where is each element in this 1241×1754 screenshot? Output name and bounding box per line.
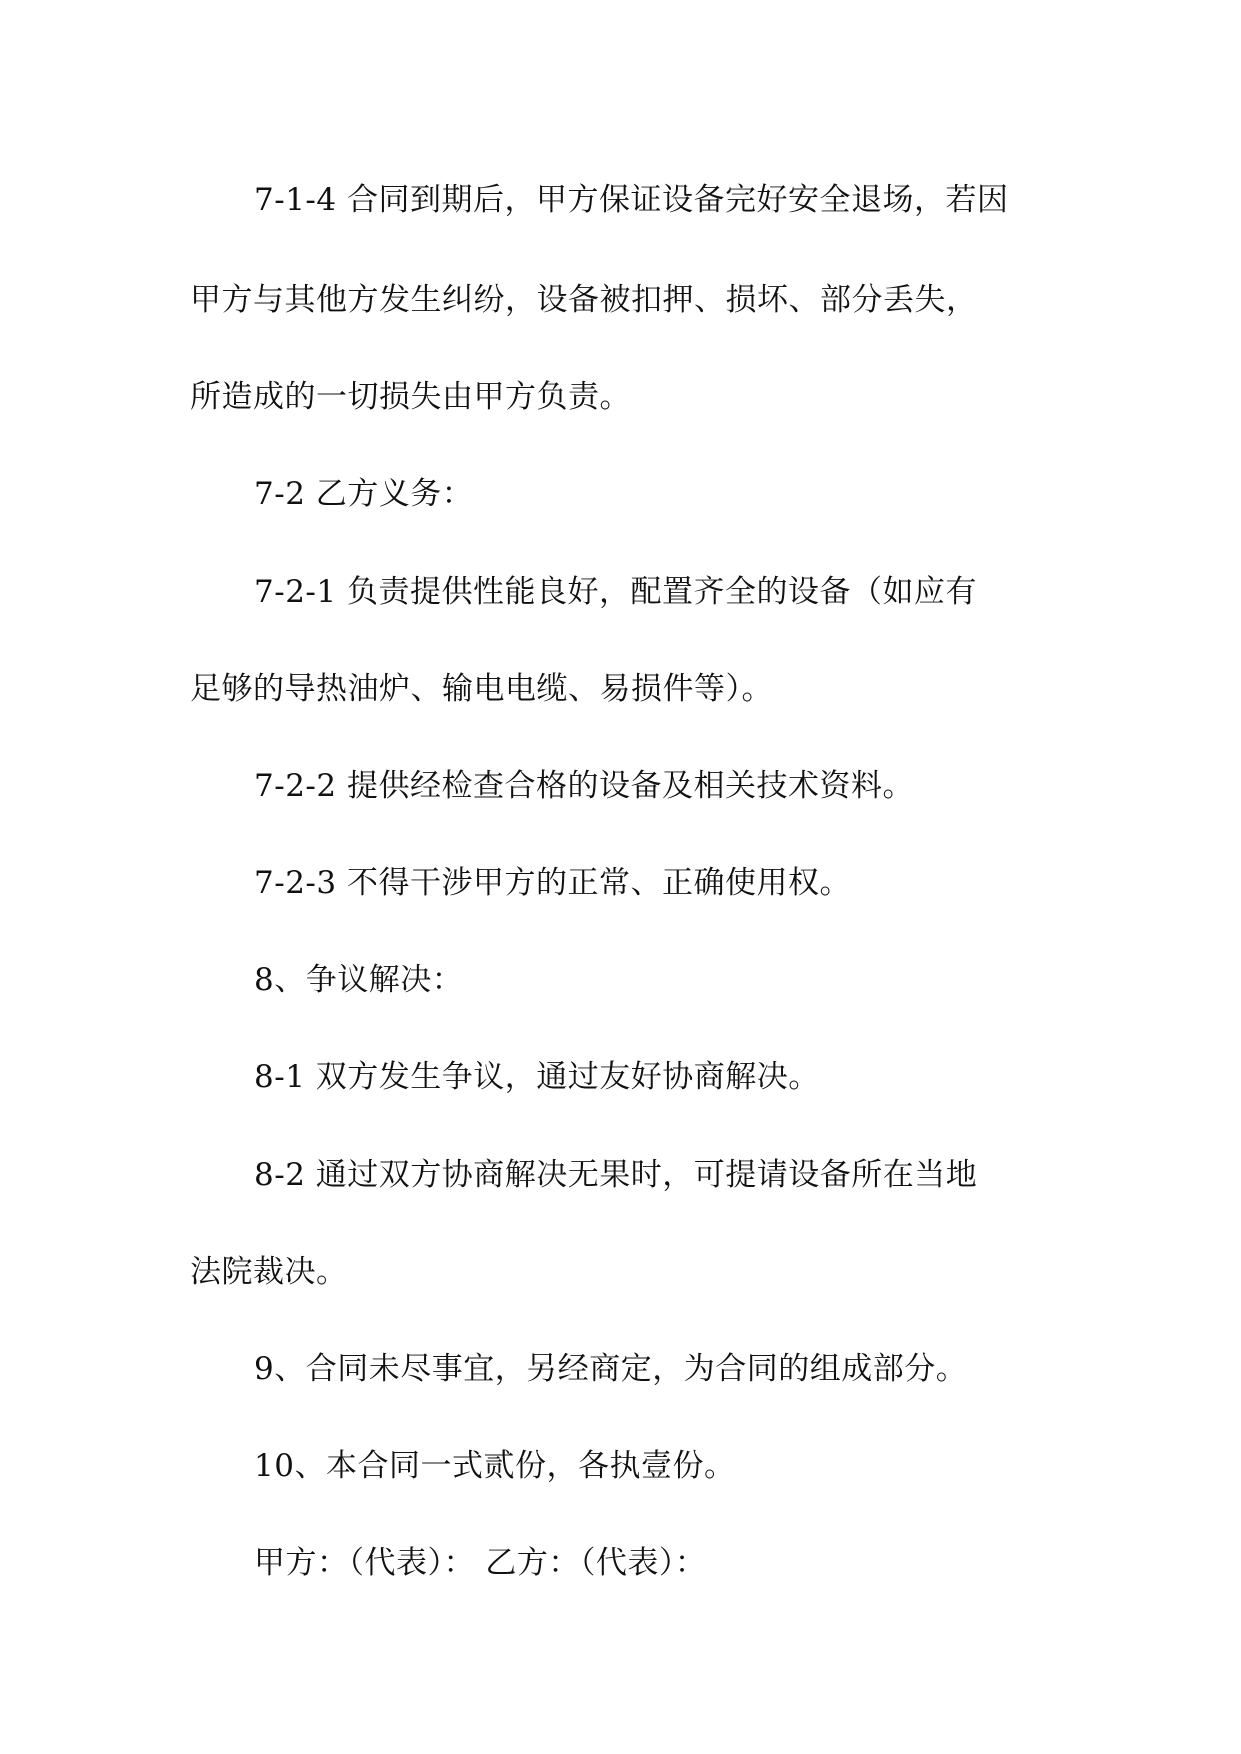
clause-7-1-4-line-1: 7-1-4 合同到期后，甲方保证设备完好安全退场，若因 (254, 182, 1009, 218)
clause-8-1: 8-1 双方发生争议，通过友好协商解决。 (254, 1059, 820, 1095)
clause-7-1-4-line-3: 所造成的一切损失由甲方负责。 (190, 379, 631, 415)
clause-9: 9、合同未尽事宜，另经商定，为合同的组成部分。 (254, 1351, 968, 1387)
clause-7-2-1-line-2: 足够的导热油炉、输电电缆、易损件等）。 (190, 671, 773, 707)
clause-7-2-heading: 7-2 乙方义务： (254, 476, 474, 512)
clause-8-2-line-1: 8-2 通过双方协商解决无果时，可提请设备所在当地 (254, 1157, 978, 1193)
clause-8-2-line-2: 法院裁决。 (190, 1254, 348, 1290)
clause-8-heading: 8、争议解决： (254, 962, 464, 998)
clause-10: 10、本合同一式贰份，各执壹份。 (254, 1448, 736, 1484)
clause-7-2-3: 7-2-3 不得干涉甲方的正常、正确使用权。 (254, 865, 851, 901)
clause-7-2-2: 7-2-2 提供经检查合格的设备及相关技术资料。 (254, 768, 914, 804)
signature-line: 甲方：（代表）： 乙方：（代表）： (254, 1545, 707, 1581)
clause-7-1-4-line-2: 甲方与其他方发生纠纷，设备被扣押、损坏、部分丢失， (190, 282, 978, 318)
clause-7-2-1-line-1: 7-2-1 负责提供性能良好，配置齐全的设备（如应有 (254, 574, 977, 610)
